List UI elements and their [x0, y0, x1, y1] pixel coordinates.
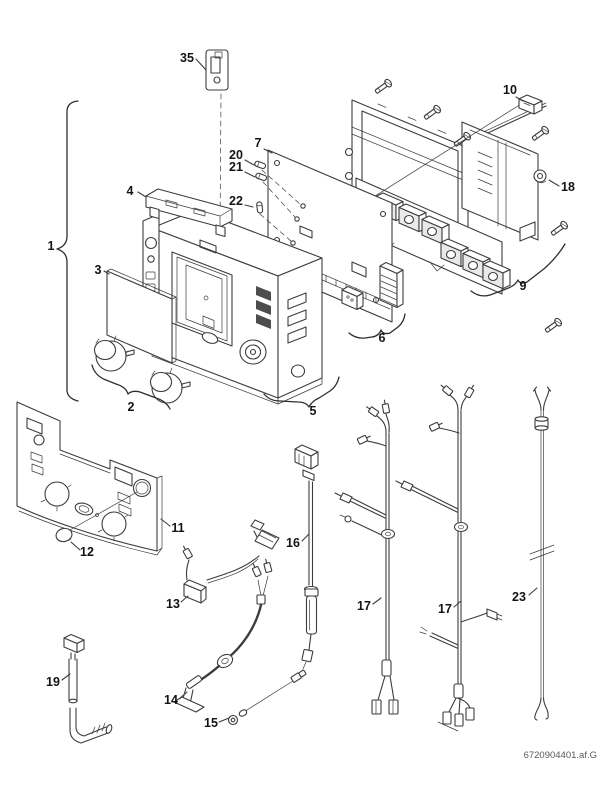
callout-3: 3 — [94, 263, 102, 277]
callout-2: 2 — [127, 400, 135, 414]
callout-15: 15 — [204, 716, 218, 730]
grommet-18 — [534, 170, 546, 183]
earth-wire-15 — [229, 669, 307, 724]
callout-6: 6 — [378, 331, 386, 345]
callout-9: 9 — [519, 279, 527, 293]
callout-19: 19 — [46, 675, 60, 689]
fuse-pin-21 — [255, 173, 267, 182]
callout-18: 18 — [561, 180, 575, 194]
callout-22: 22 — [229, 194, 243, 208]
callout-11: 11 — [171, 521, 185, 535]
callout-20: 20 — [229, 148, 243, 162]
callout-7: 7 — [254, 136, 262, 150]
group-brace-1 — [57, 101, 78, 401]
fuse-pin-20 — [254, 161, 266, 170]
ignition-cable-16 — [295, 445, 318, 669]
document-number: 6720904401.af.G — [523, 750, 597, 761]
fuse-pin-22 — [256, 202, 263, 214]
callout-4: 4 — [126, 184, 134, 198]
wiring-harness-17a — [335, 400, 398, 714]
display-fascia-11 — [17, 402, 162, 555]
callout-14: 14 — [164, 693, 178, 707]
callout-5: 5 — [309, 404, 317, 418]
callout-16: 16 — [286, 536, 300, 550]
callout-13: 13 — [166, 597, 180, 611]
callout-35: 35 — [180, 51, 194, 65]
callout-12: 12 — [80, 545, 94, 559]
mounting-clip-35 — [206, 50, 228, 90]
callout-10: 10 — [503, 83, 517, 97]
callout-23: 23 — [512, 590, 526, 604]
callout-1: 1 — [47, 239, 55, 253]
capillary-sensor-23 — [530, 387, 554, 720]
sensor-tube-19 — [64, 635, 113, 744]
callout-21: 21 — [229, 160, 243, 174]
group-brace-6 — [349, 314, 405, 338]
wiring-harness-17b — [396, 383, 502, 731]
callout-17b: 17 — [438, 602, 452, 616]
callout-17a: 17 — [357, 599, 371, 613]
